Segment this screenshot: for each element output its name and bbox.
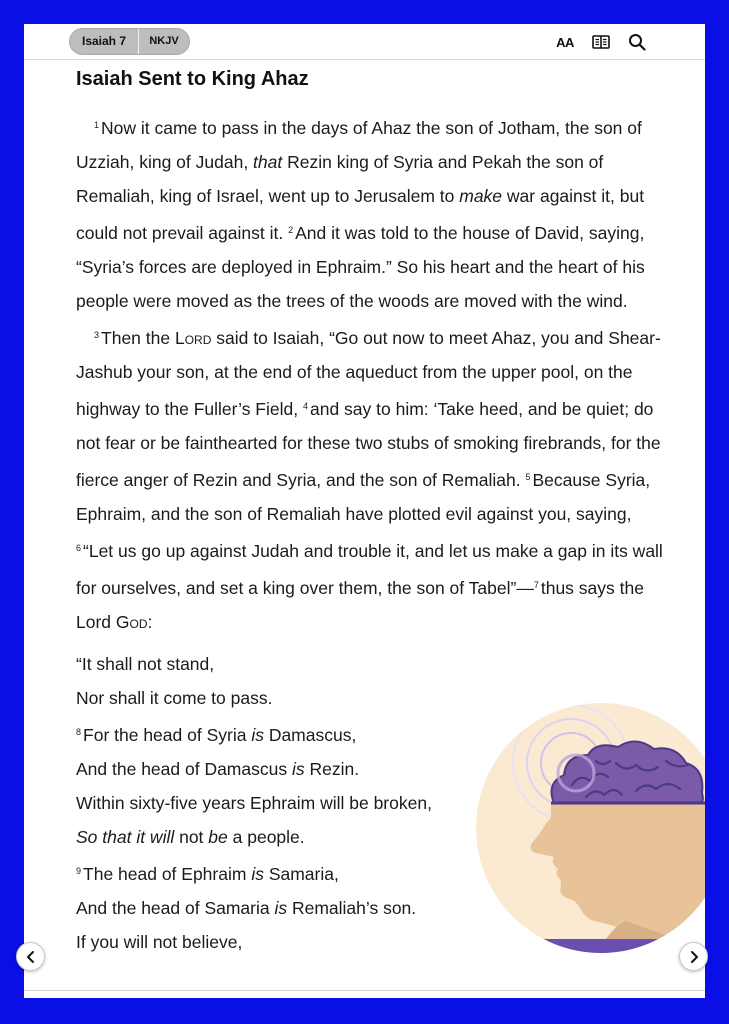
verse-text: said to Isaiah, “Go out now to meet Ahaz, you and Shear-Jashub your son, at the end of the aqueduct from the upper pool, on the highway to the Fuller’s Field, (76, 328, 661, 419)
paragraph (76, 318, 666, 639)
verse-text: Then the (101, 328, 175, 348)
section-heading: Isaiah Sent to King Ahaz (76, 68, 309, 90)
verse-text: thus says the Lord (76, 578, 644, 632)
poetry-line: “It shall not stand, (76, 654, 215, 674)
verse-text: war against it, but could not prevail against it. (76, 186, 645, 243)
passage-selector (69, 28, 190, 55)
verse-number[interactable]: 4 (302, 401, 308, 411)
reader-toolbar (24, 24, 705, 60)
search-button[interactable] (619, 32, 655, 52)
verse-number[interactable]: 3 (94, 330, 100, 340)
verse-text: And the head of Samaria (76, 898, 275, 918)
italic-text: is (291, 759, 305, 779)
verse-number[interactable]: 6 (76, 543, 82, 553)
italic-text: is (251, 864, 264, 884)
version-button[interactable]: NKJV (149, 35, 179, 47)
verse-text: : (147, 612, 153, 632)
font-size-icon: AA (556, 34, 574, 50)
paragraph (76, 108, 666, 318)
chevron-right-icon (689, 950, 699, 964)
verse-text: And the head of Damascus (76, 759, 292, 779)
verse-text: Rezin. (304, 759, 360, 779)
italic-text: that (253, 152, 283, 172)
toolbar-actions (547, 32, 655, 52)
verse-text: and say to him: ‘Take heed, and be quiet; do not fear or be fainthearted for these two stubs of smoking firebrands, for the fierce anger of Rezin and Syria, and the son of Remaliah. (76, 399, 661, 490)
verse-number[interactable]: 5 (525, 472, 531, 482)
book-chapter-button[interactable]: Isaiah 7 (70, 29, 139, 54)
small-caps-text: God (115, 612, 148, 632)
verse-text: Damascus, (263, 725, 357, 745)
book-icon (592, 35, 610, 49)
verse-text: Now it came to pass in the days of Ahaz the son of Jotham, the son of Uzziah, king of Judah, (76, 118, 642, 172)
verse-text: a people. (227, 827, 305, 847)
next-chapter-button[interactable] (679, 942, 708, 971)
poetry-line: Nor shall it come to pass. (76, 688, 273, 708)
verse-text: And it was told to the house of David, saying, “Syria’s forces are deployed in Ephraim.” So his heart and the heart of his people were moved as the trees of the woods are moved with the wind. (76, 223, 645, 311)
verse-text: For the head of Syria (83, 725, 252, 745)
italic-text: is (251, 725, 264, 745)
italic-text: make (459, 186, 503, 206)
poetry-line: If you will not believe, (76, 932, 243, 952)
italic-text: be (208, 827, 228, 847)
font-size-button[interactable] (547, 32, 583, 52)
head-brain-illustration (476, 703, 705, 953)
verse-number[interactable]: 7 (533, 580, 539, 590)
chevron-left-icon (26, 950, 36, 964)
verse-number[interactable]: 9 (76, 866, 82, 876)
reader-page (24, 24, 705, 998)
verse-text: “Let us go up against Judah and trouble it, and let us make a gap in its wall for ourselves, and set a king over them, the son of Tabel”— (76, 541, 663, 598)
verse-number[interactable]: 1 (94, 120, 100, 130)
previous-chapter-button[interactable] (16, 942, 45, 971)
poetry-line: Within sixty-five years Ephraim will be broken, (76, 793, 432, 813)
verse-text: Rezin king of Syria and Pekah the son of Remaliah, king of Israel, went up to Jerusalem to (76, 152, 604, 206)
book-view-button[interactable] (583, 32, 619, 52)
bottom-divider (24, 990, 705, 991)
verse-text: not (174, 827, 209, 847)
verse-text: Remaliah’s son. (287, 898, 417, 918)
verse-number[interactable]: 8 (76, 727, 82, 737)
italic-text: So that it will (76, 827, 175, 847)
italic-text: is (274, 898, 288, 918)
small-caps-text: Lord (174, 328, 212, 348)
verse-number[interactable]: 2 (288, 225, 294, 235)
verse-text: Samaria, (263, 864, 339, 884)
search-icon (628, 33, 646, 51)
verse-text: Because Syria, Ephraim, and the son of Remaliah have plotted evil against you, saying, (76, 470, 651, 524)
verse-text: The head of Ephraim (83, 864, 252, 884)
